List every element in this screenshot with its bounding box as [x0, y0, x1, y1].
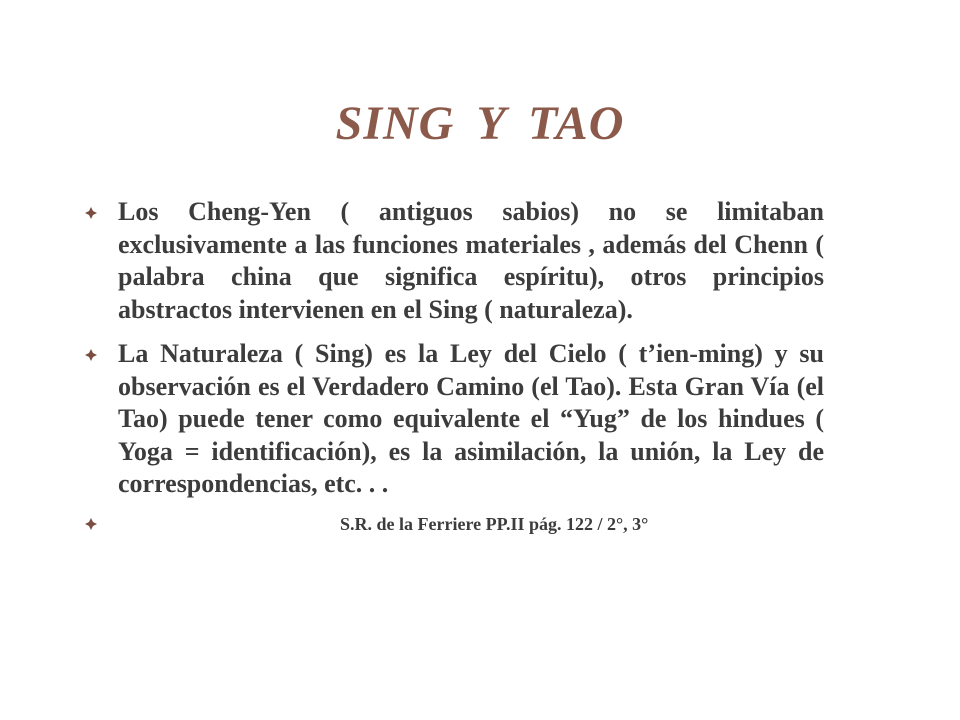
bullet-text: La Naturaleza ( Sing) es la Ley del Cielo ( t’ien-ming) y su observación es el Verdadero Camino (el Tao). Esta Gran Vía (el Tao) puede tener como equivalente el “Yug” de los hindues ( Yoga = identificación), es la asimilación, la unión, la Ley de correspondencias, etc. . . — [118, 339, 824, 498]
diamond-bullet-icon — [84, 517, 98, 531]
slide-title: SING Y TAO — [335, 97, 625, 150]
diamond-bullet-icon — [84, 348, 98, 362]
citation-text: S.R. de la Ferriere PP.II pág. 122 / 2°, 3° — [340, 513, 649, 534]
bullet-item — [84, 338, 824, 501]
bullet-item-citation — [84, 513, 824, 535]
diamond-bullet-icon — [84, 206, 98, 220]
bullet-item — [84, 196, 824, 326]
bullet-list — [84, 196, 824, 547]
bullet-text: Los Cheng-Yen ( antiguos sabios) no se limitaban exclusivamente a las funciones materiales , además del Chenn ( palabra china que significa espíritu), otros principios abstractos intervienen en el Sing ( naturaleza). — [118, 197, 824, 324]
